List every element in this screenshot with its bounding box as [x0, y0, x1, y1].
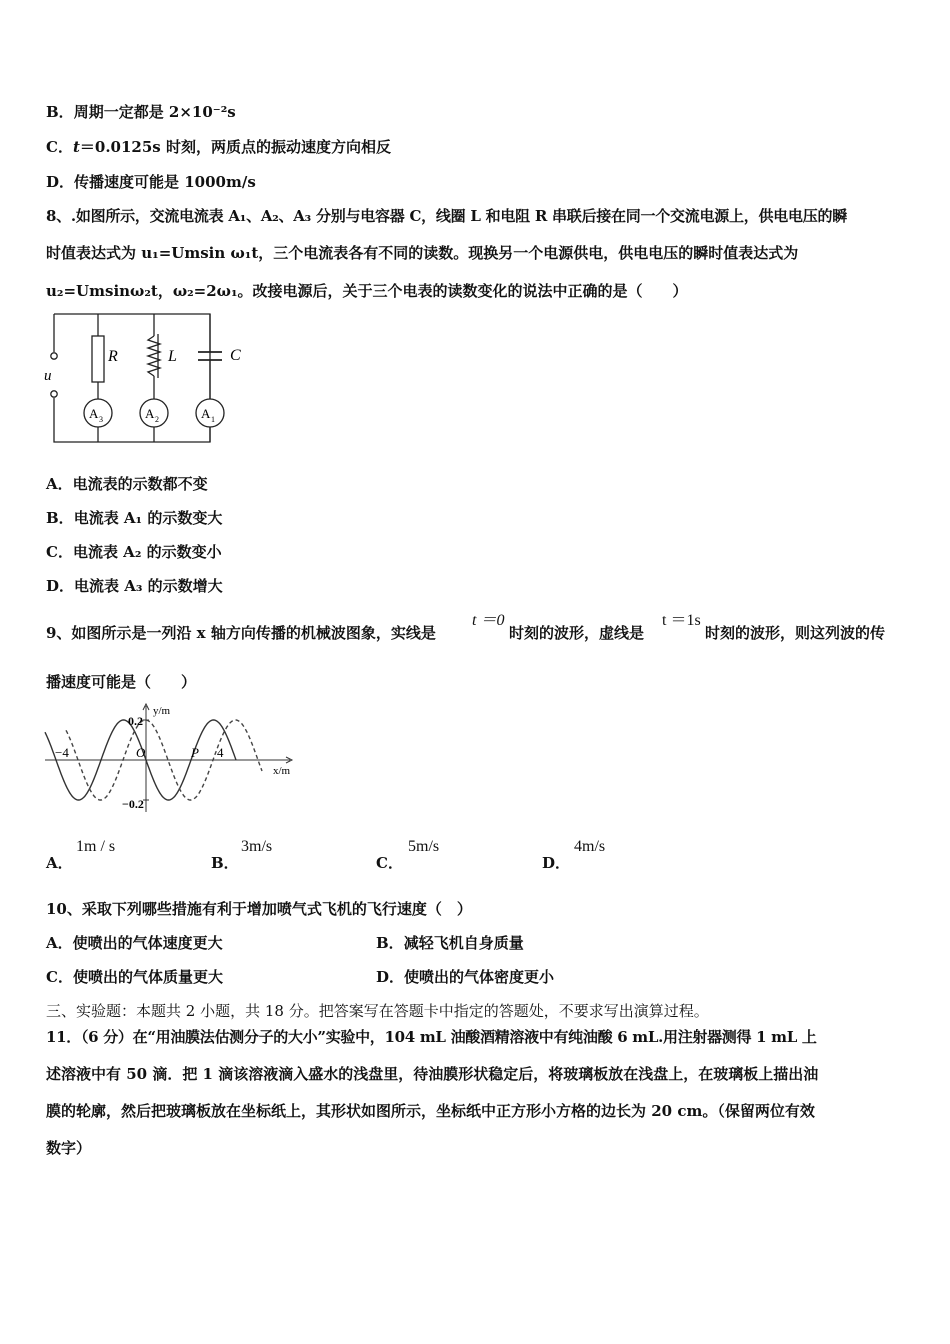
q11-stem-line1: 11．（6 分）在“用油膜法估测分子的大小”实验中，104 mL 油酸酒精溶液中有纯油酸 6 mL.用注射器测得 1 mL 上 [46, 1028, 817, 1046]
q7-option-c: C．t＝0.0125s 时刻，两质点的振动速度方向相反 [46, 138, 391, 156]
inductor-label: L [168, 348, 177, 365]
section-3-heading: 三、实验题：本题共 2 小题，共 18 分。把答案写在答题卡中指定的答题处，不要求写出演算过程。 [46, 1002, 709, 1020]
origin-label: O [136, 745, 146, 760]
ammeter-a1-label: A [201, 406, 211, 421]
q7-option-b: B．周期一定都是 2×10⁻²s [46, 103, 236, 121]
q9-time-one: t ＝1s [662, 612, 701, 629]
q11-stem-line4: 数字） [46, 1139, 92, 1157]
q9-option-d: D． [542, 854, 571, 872]
q9-option-d-value: 4m/s [574, 838, 606, 855]
y-tick-bottom: −0.2 [122, 797, 144, 811]
q7-option-d: D．传播速度可能是 1000m/s [46, 173, 256, 191]
ammeter-a2-sub: 2 [155, 415, 159, 424]
q9-stem-prefix: 9、如图所示是一列沿 x 轴方向传播的机械波图象，实线是 [46, 624, 436, 642]
q9-option-a-value: 1m / s [76, 838, 116, 855]
q9-option-c: C． [376, 854, 403, 872]
q9-time-zero: t ＝0 [472, 612, 505, 629]
q8-stem-line1: 8、.如图所示，交流电流表 A₁、A₂、A₃ 分别与电容器 C，线圈 L 和电阻 R 串联后接在同一个交流电源上，供电电压的瞬 [46, 207, 848, 225]
q8-option-d: D．电流表 A₃ 的示数增大 [46, 577, 223, 595]
resistor-label: R [108, 348, 118, 365]
q9-stem-line2: 播速度可能是（ ） [46, 673, 197, 691]
q8-option-b: B．电流表 A₁ 的示数变大 [46, 509, 223, 527]
q8-stem-line3: u₂=Umsinω₂t，ω₂=2ω₁。改接电源后，关于三个电表的读数变化的说法中正确的是（ ） [46, 282, 688, 300]
x-tick-neg4: −4 [55, 745, 69, 760]
ammeter-a3-label: A [89, 406, 99, 421]
y-axis-label: y/m [153, 705, 171, 717]
capacitor-label: C [230, 347, 241, 364]
x-axis-label: x/m [273, 765, 291, 777]
q11-stem-line3: 膜的轮廓，然后把玻璃板放在坐标纸上，其形状如图所示，坐标纸中正方形小方格的边长为 20 cm。（保留两位有效 [46, 1102, 815, 1120]
x-tick-4: 4 [217, 745, 224, 760]
source-label: u [44, 368, 52, 384]
ammeter-a1-sub: 1 [211, 415, 215, 424]
q9-option-a: A． [46, 854, 73, 872]
q8-option-c: C．电流表 A₂ 的示数变小 [46, 543, 222, 561]
q11-stem-line2: 述溶液中有 50 滴．把 1 滴该溶液滴入盛水的浅盘里，待油膜形状稳定后，将玻璃板放在浅盘上，在玻璃板上描出油 [46, 1065, 819, 1083]
ammeter-a2-label: A [145, 406, 155, 421]
q9-stem-suffix: 时刻的波形，则这列波的传 [705, 624, 886, 642]
q8-circuit-diagram [40, 306, 260, 448]
q9-option-c-value: 5m/s [408, 838, 440, 855]
q9-option-b-value: 3m/s [241, 838, 273, 855]
q10-option-d: D．使喷出的气体密度更小 [376, 968, 555, 986]
point-p-label: P [191, 745, 199, 760]
q10-option-a: A．使喷出的气体速度更大 [46, 934, 223, 952]
q9-wave-graph [40, 700, 302, 816]
y-tick-top: 0.2 [128, 714, 143, 728]
ammeter-a3-sub: 3 [99, 415, 103, 424]
q8-stem-line2: 时值表达式为 u₁=Umsin ω₁t，三个电流表各有不同的读数。现换另一个电源供电，供电电压的瞬时值表达式为 [46, 244, 799, 262]
q10-stem: 10、采取下列哪些措施有利于增加喷气式飞机的飞行速度（ ） [46, 900, 472, 918]
q9-stem-mid: 时刻的波形，虚线是 [509, 624, 645, 642]
q9-option-b: B． [211, 854, 239, 872]
q8-option-a: A．电流表的示数都不变 [46, 475, 208, 493]
q10-option-b: B．减轻飞机自身质量 [376, 934, 524, 952]
q10-option-c: C．使喷出的气体质量更大 [46, 968, 223, 986]
